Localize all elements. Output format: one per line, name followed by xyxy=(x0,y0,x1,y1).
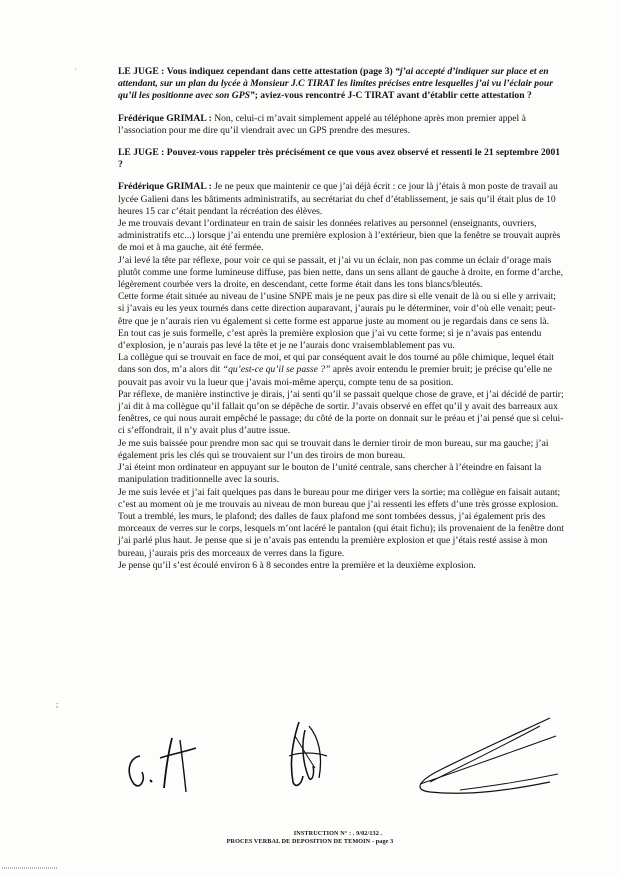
answer-text: Je ne peux que maintenir ce que j’ai déjà écrit : ce jour là j’étais à mon poste de travail au lycée Galieni dans les bâtiments administratifs, au secrétariat du chef d’établissement, je sais qu’il était plus de 10 heures 15 car c’était pendant la récréation des élèves. xyxy=(118,181,558,217)
answer-paragraph: Je pense qu’il s’est écoulé environ 6 à 8 secondes entre la première et la deuxième explosion. xyxy=(118,559,476,571)
footer-caption: PROCES VERBAL DE DEPOSITION DE TEMOIN - page 3 xyxy=(226,838,394,845)
answer-paragraph: En tout cas je suis formelle, c’est après la première explosion que j’ai vu cette forme; si je n’avais pas entendu d’explosion, je n’aurais pas levé la tête et je ne l’aurais donc vraisemblablement pas vu. xyxy=(118,327,542,352)
speaker-witness: Frédérique GRIMAL : xyxy=(118,181,212,193)
speaker-judge: LE JUGE : xyxy=(118,66,165,77)
signature-1 xyxy=(120,728,210,796)
signature-2 xyxy=(275,716,345,792)
question-quote: “j’ai accepté d’indiquer sur place et en attendant, sur un plan du lycée à Monsieur J.C TIRAT les limites précises entre lesquelles j’ai vu l’éclair pour qu’il les positionne avec son GPS” xyxy=(118,66,553,102)
margin-mark: ; xyxy=(56,700,59,709)
speaker-witness: Frédérique GRIMAL : xyxy=(118,112,212,124)
answer-paragraph: Je me trouvais devant l’ordinateur en train de saisir les données relatives au personnel (enseignants, ouvriers, administratifs etc...) lorsque j’ai entendu une première explosion à l’extérieur, bien que la fenêtre se trouvait auprès de moi et à ma gauche, ait été fermée. xyxy=(118,218,561,254)
speaker-judge: LE JUGE : xyxy=(118,147,165,159)
answer-paragraph: Je me suis levée et j’ai fait quelques pas dans le bureau pour me diriger vers la sortie; ma collègue en faisait autant; c’est au moment où je me trouvais au niveau de mon bureau que j’ai ressenti les effets d’une très grosse explosion. Tout a tremblé, les murs, le plafond; des dalles de faux plafond me sont tombées dessus, j’ai également pris des morceaux de verres sur le corps, lesquels m’ont lacéré le pantalon (qui était fichu); ils provenaient de la fenêtre dont j’ai parlé plus haut. Je pense que si je n’avais pas entendu la première explosion et que j’étais resté assise à mon bureau, j’aurais pris des morceaux de verres dans la figure. xyxy=(118,486,564,559)
answer-text: après avoir entendu le premier bruit; je précise qu’elle ne pouvait pas avoir vu la lueur que j’avais moi-même aperçu, compte tenu de sa position. xyxy=(118,364,553,388)
answer-paragraph: J’ai levé la tête par réflexe, pour voir ce qui se passait, et j’ai vu un éclair, non pas comme un éclair d’orage mais plutôt comme une forme lumineuse diffuse, pas bien nette, dans un sens allant de gauche à droite, en forme d’arche, légèrement courbée vers la droite, en descendant, cette forme était dans les tons blancs/bleutés. xyxy=(118,254,563,291)
answer-paragraph xyxy=(118,181,564,218)
question-text-end: ; aviez-vous rencontré J-C TIRAT avant d’établir cette attestation ? xyxy=(254,90,532,102)
question-1 xyxy=(118,66,564,103)
quoted-speech: “qu’est-ce qu’il se passe ?” xyxy=(222,364,331,376)
question-text: Vous indiquez cependant dans cette attestation (page 3) xyxy=(166,66,393,77)
signature-3 xyxy=(400,712,560,804)
answer-text: La collègue qui se trouvait en face de moi, et qui par conséquent avait le dos tourné au pôle chimique, lequel était dans son dos, m’a alors dit xyxy=(118,352,555,376)
answer-paragraph: J’ai éteint mon ordinateur en appuyant sur le bouton de l’unité centrale, sans chercher à l’éteindre en faisant la manipulation traditionnelle avec la souris. xyxy=(118,462,542,486)
scan-artifact xyxy=(2,866,57,870)
instruction-number: INSTRUCTION N° : . 9/02/132 . xyxy=(293,830,383,837)
answer-2 xyxy=(118,181,564,572)
question-text: Pouvez-vous rappeler très précisément ce que vous avez observé et ressenti le 21 septembre 2001 ? xyxy=(118,147,561,171)
answer-paragraph: Je me suis baissée pour prendre mon sac qui se trouvait dans le dernier tiroir de mon bureau, sur ma gauche; j’ai également pris les clés qui se trouvaient sur l’un des tiroirs de mon bureau. xyxy=(118,437,549,461)
page-footer xyxy=(0,830,620,846)
deposition-text xyxy=(118,66,564,582)
answer-text: Non, celui-ci m’avait simplement appelé au téléphone après mon premier appel à l’association pour me dire qu’il viendrait avec un GPS prendre des mesures. xyxy=(118,112,526,136)
question-2 xyxy=(118,147,564,171)
answer-paragraph: Cette forme était située au niveau de l’usine SNPE mais je ne peux pas dire si elle venait de là ou si elle y arrivait; si j’avais eu les yeux tournés dans cette direction auparavant, j’aurais pu le déterminer, voir d’où elle venait; peut-être que je n’aurais rien vu également si cette forme est apparue juste au moment ou je regardais dans ce sens là. xyxy=(118,291,556,327)
answer-1 xyxy=(118,113,564,137)
margin-dot: ˙ xyxy=(74,67,77,76)
answer-paragraph: Par réflexe, de manière instinctive je dirais, j’ai senti qu’il se passait quelque chose de grave, et j’ai décidé de partir; j’ai dit à ma collègue qu’il fallait qu’on se dépêche de sortir. J’avais observé en effet qu’il y avait des barreaux aux fenêtres, ce qui nous aurait empêché le passage; du côté de la porte on donnait sur le préau et j’ai pensé que si celui-ci s’effondrait, il n’y avait plus d’autre issue. xyxy=(118,388,564,437)
answer-paragraph xyxy=(118,352,564,389)
